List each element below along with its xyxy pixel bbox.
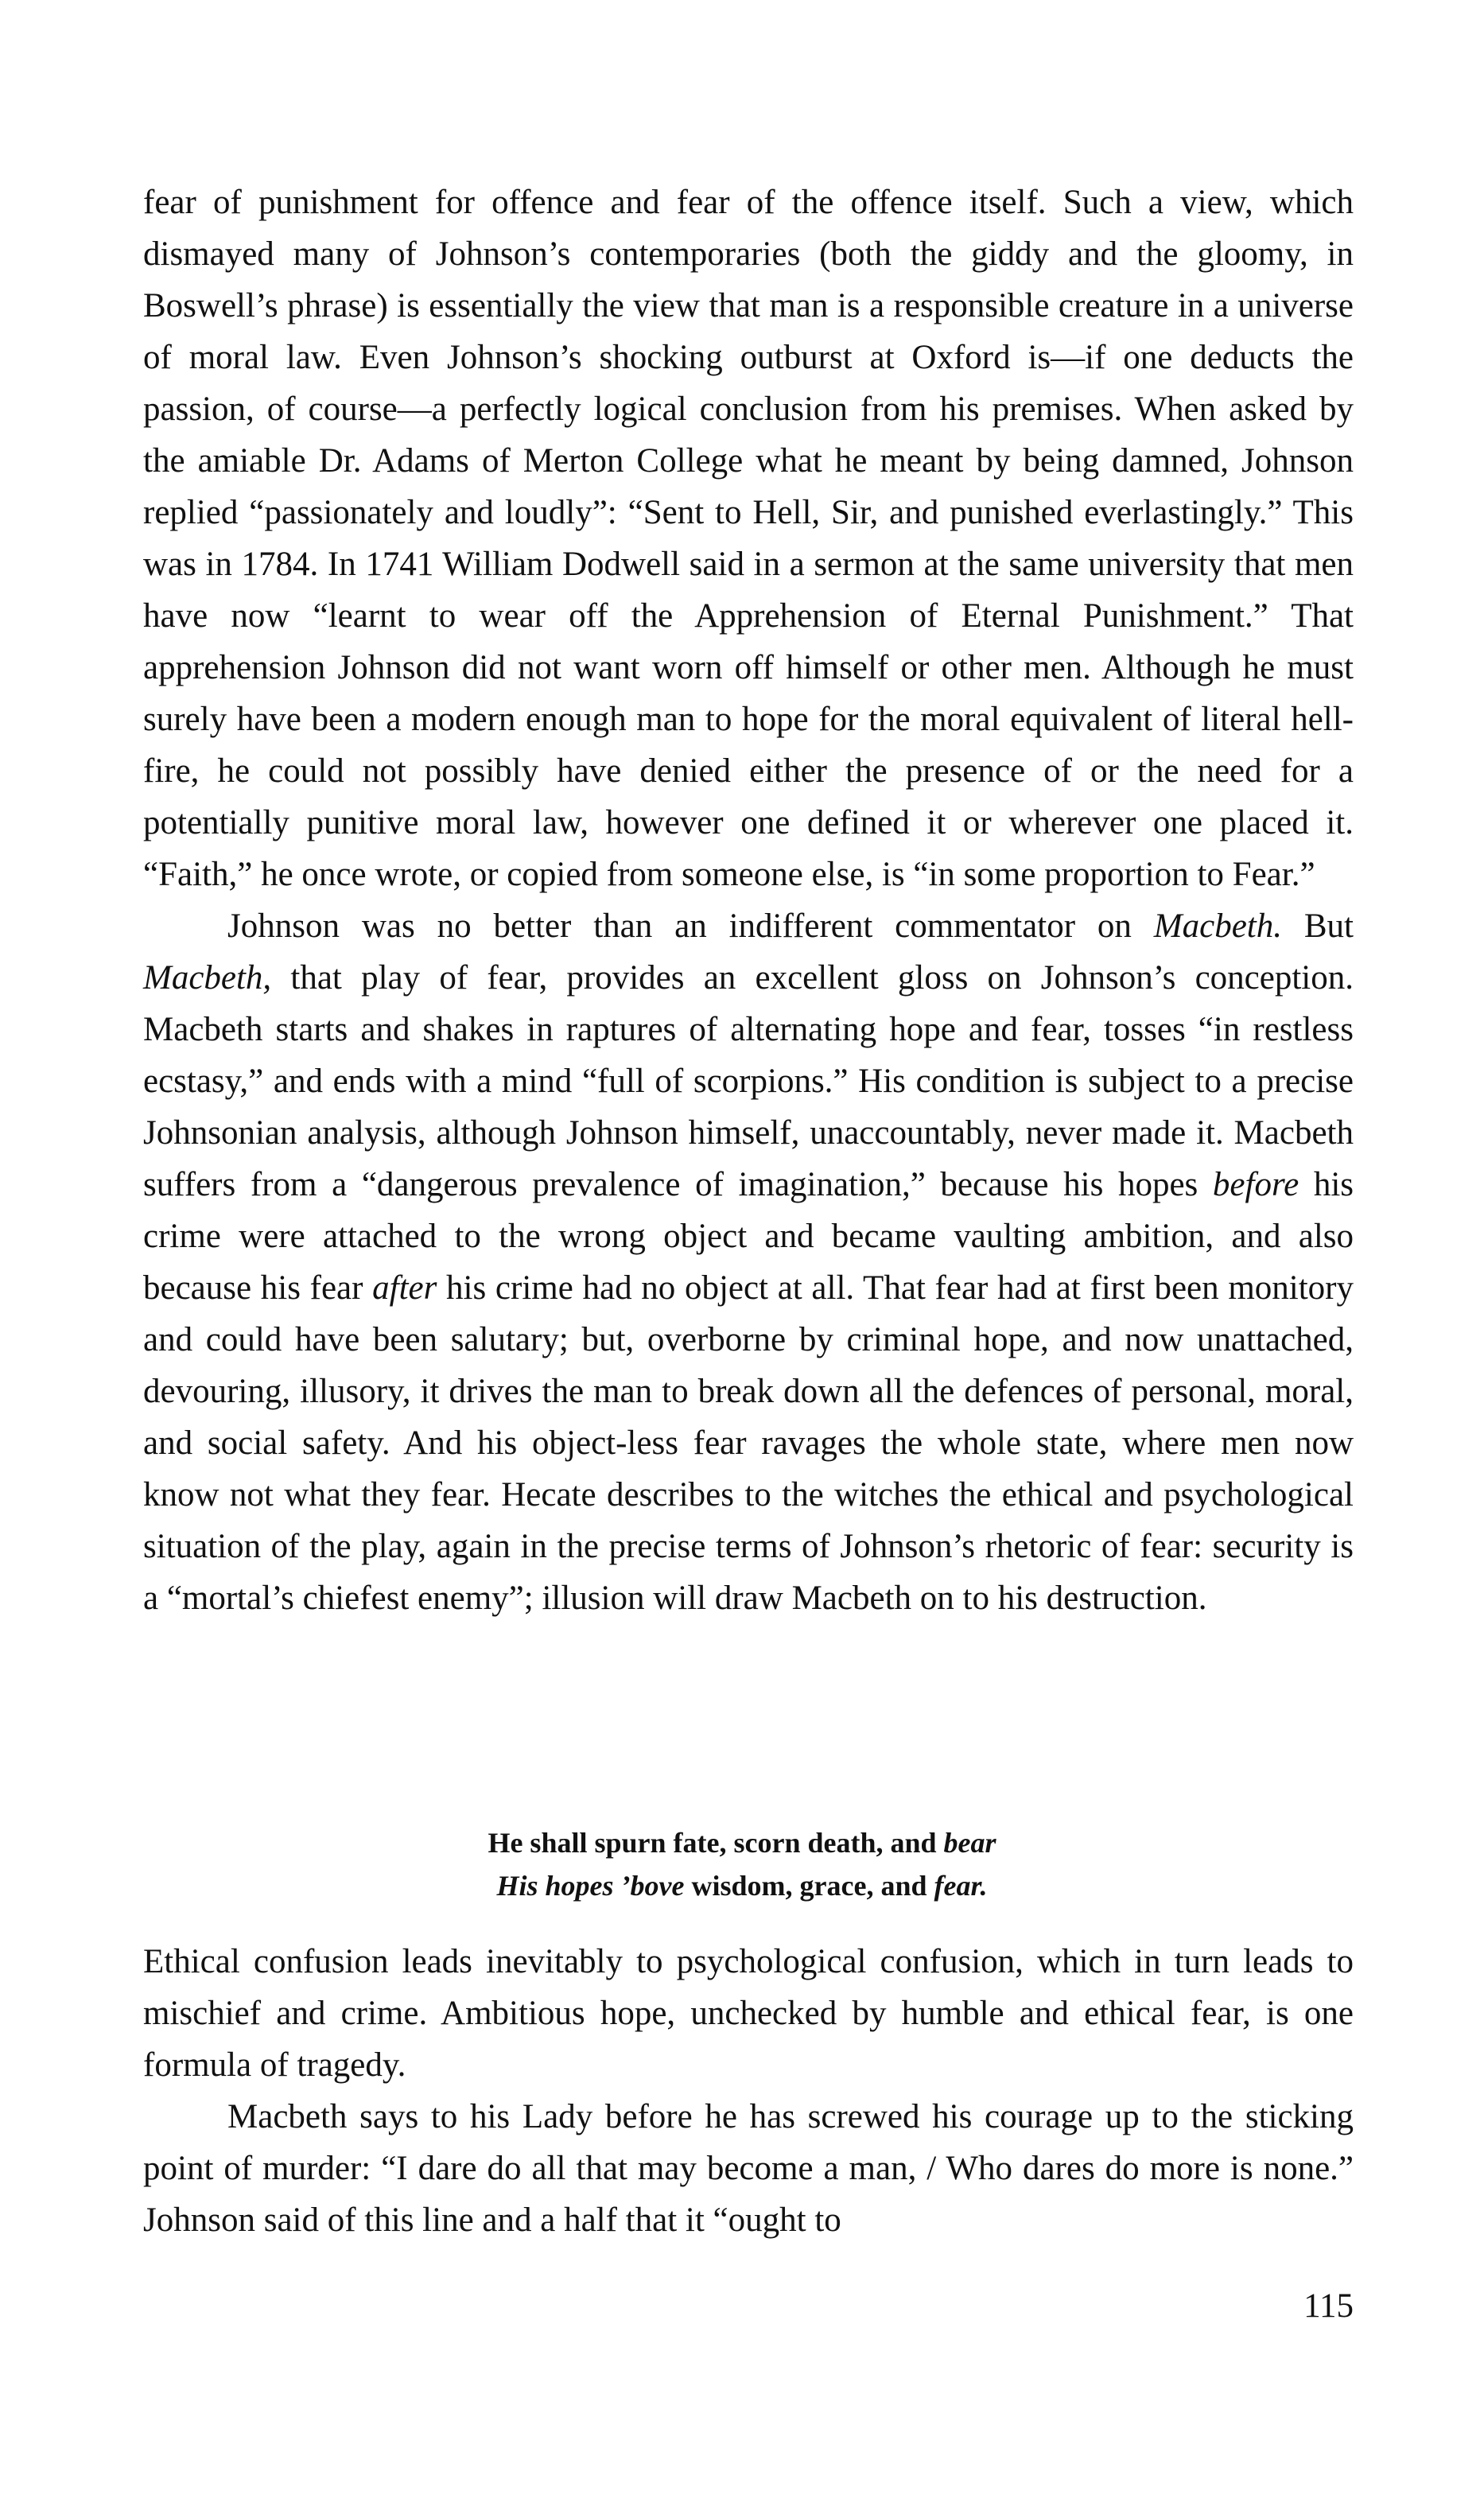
verse-line-1 [0,1821,1484,1864]
verse-line-2-italic-end: fear. [934,1870,988,1902]
paragraph-2-italic-4: after [372,1269,437,1307]
verse-line-2-italic-start: His hopes ’bove [496,1870,685,1902]
page-number: 115 [1303,2287,1354,2325]
verse-line-1-italic: bear [943,1827,996,1859]
main-text-top [143,177,1354,1624]
paragraph-1: fear of punishment for offence and fear of the offence itself. Such a view, which dismayed many of Johnson’s contemporaries (both the giddy and the gloomy, in Boswell’s phrase) is essentially the view that man is a responsible creature in a universe of moral law. Even Johnson’s shocking outburst at Oxford is—if one deducts the passion, of course—a perfectly logical conclusion from his premises. When asked by the amiable Dr. Adams of Merton College what he meant by being damned, Johnson replied “passionately and loudly”: “Sent to Hell, Sir, and punished everlastingly.” This was in 1784. In 1741 William Dodwell said in a sermon at the same university that men have now “learnt to wear off the Apprehension of Eternal Punishment.” That apprehension Johnson did not want worn off himself or other men. Although he must surely have been a modern enough man to hope for the moral equivalent of literal hell-fire, he could not possibly have denied either the presence of or the need for a potentially punitive moral law, however one defined it or wherever one placed it. “Faith,” he once wrote, or copied from someone else, is “in some proportion to Fear.” [143,184,1354,893]
verse-line-2-text: wisdom, grace, and [684,1870,934,1902]
main-text-bottom [143,1936,1354,2246]
verse-line-2 [0,1864,1484,1907]
paragraph-2-italic-3: before [1212,1166,1299,1203]
paragraph-2-text-3: that play of fear, provides an excellent gloss on Johnson’s conception. Macbeth starts and shakes in raptures of alternating hope and fear, tosses “in restless ecstasy,” and ends with a mind “full of scorpions.” His condition is subject to a precise Johnsonian analysis, although Johnson himself, unaccountably, never made it. Macbeth suffers from a “dangerous prevalence of imagination,” because his hopes [143,959,1354,1203]
paragraph-4: Macbeth says to his Lady before he has screwed his courage up to the sticking point of murder: “I dare do all that may become a man, / Who dares do more is none.” Johnson said of this line and a half that it “ought to [143,2098,1354,2239]
paragraph-2 [143,900,1354,1624]
paragraph-2-italic-2: Macbeth, [143,959,272,997]
paragraph-2-italic-1: Macbeth. [1153,907,1282,945]
paragraph-3: Ethical confusion leads inevitably to psychological confusion, which in turn leads to mischief and crime. Ambitious hope, unchecked by humble and ethical fear, is one formula of tragedy. [143,1943,1354,2084]
paragraph-2-text-2: But [1281,907,1354,945]
paragraph-2-text-1: Johnson was no better than an indifferent commentator on [227,907,1154,945]
paragraph-2-text-4: his crime were attached to the wrong object and became vaulting ambition, and also because his fear [143,1166,1354,1307]
paragraph-2-text-5: his crime had no object at all. That fear had at first been monitory and could have been salutary; but, overborne by criminal hope, and now unattached, devouring, illusory, it drives the man to break down all the defences of personal, moral, and social safety. And his object-less fear ravages the whole state, where men now know not what they fear. Hecate describes to the witches the ethical and psychological situation of the play, again in the precise terms of Johnson’s rhetoric of fear: security is a “mortal’s chiefest enemy”; illusion will draw Macbeth on to his destruction. [143,1269,1354,1617]
verse-quotation [0,1821,1484,1907]
verse-line-1-text: He shall spurn fate, scorn death, and [488,1827,944,1859]
